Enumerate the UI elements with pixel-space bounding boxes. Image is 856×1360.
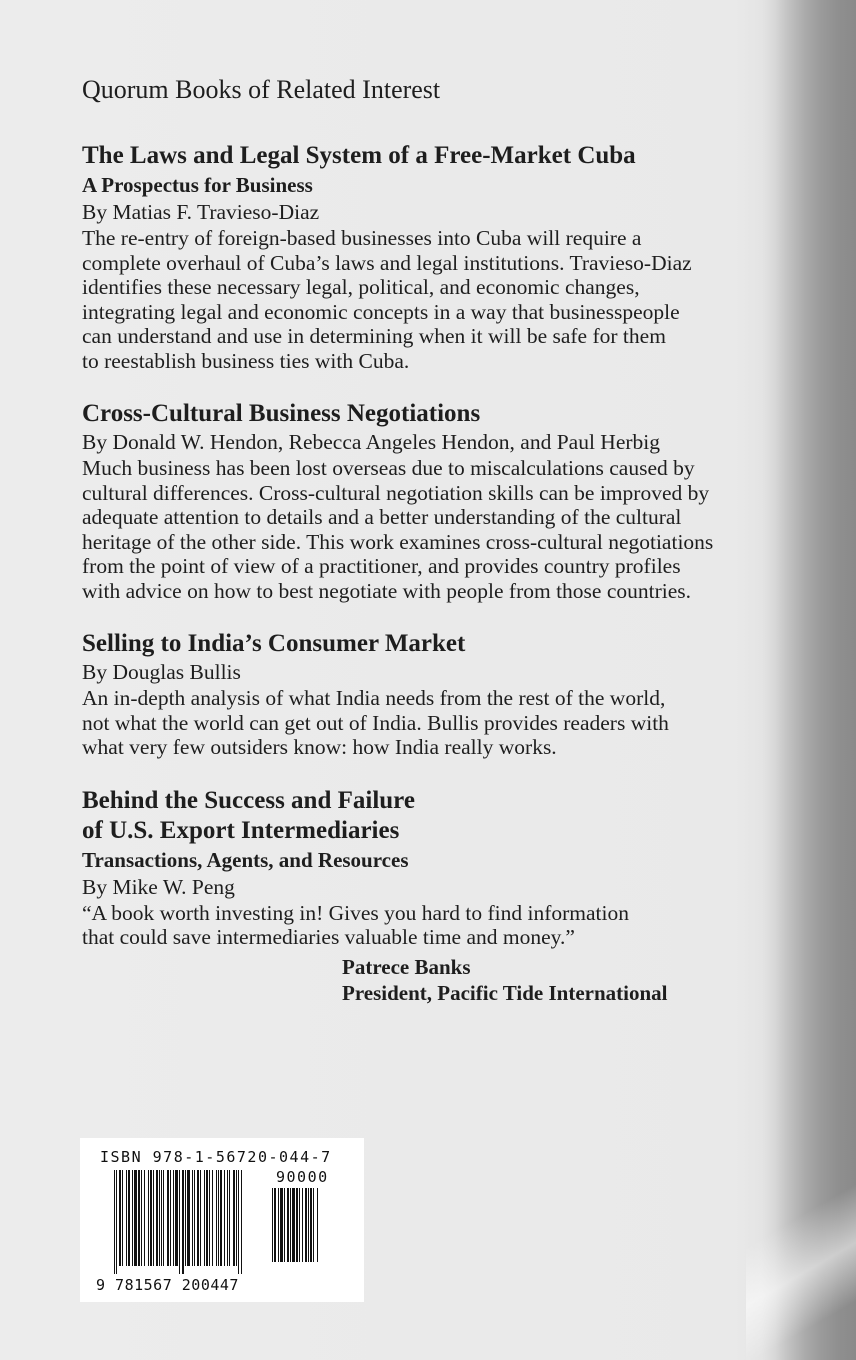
book-subtitle: Transactions, Agents, and Resources xyxy=(82,847,409,872)
book-description: Much business has been lost overseas due to miscalculations caused by cultural differences. Cross-cultural negotiation skills can be improved by adequate attention to details and a better understanding of the cultural heritage of the other side. This work examines cross-cultural negotiations from the point of view of a practitioner, and provides country profiles with advice on how to best negotiate with people from those countries. xyxy=(82,456,714,603)
book-author: By Donald W. Hendon, Rebecca Angeles Hendon, and Paul Herbig xyxy=(82,430,660,455)
spine-highlight xyxy=(746,1130,856,1360)
book-title-line-2: of U.S. Export Intermediaries xyxy=(82,816,400,844)
book-title-line-1: Behind the Success and Failure xyxy=(82,786,415,814)
isbn-barcode xyxy=(80,1138,364,1302)
ean-digits: 9 781567 200447 xyxy=(96,1276,239,1294)
book-quote: “A book worth investing in! Gives you hard to find information that could save intermediaries valuable time and money.” xyxy=(82,900,629,950)
isbn-label: ISBN 978-1-56720-044-7 xyxy=(100,1148,332,1166)
book-title: The Laws and Legal System of a Free-Market Cuba xyxy=(82,142,636,170)
book-subtitle: A Prospectus for Business xyxy=(82,173,313,198)
endorser-title: President, Pacific Tide International xyxy=(342,980,668,1005)
book-entry-negotiations xyxy=(82,399,802,603)
endorsement xyxy=(342,954,802,1006)
book-entry-cuba xyxy=(82,141,802,373)
endorser-name: Patrece Banks xyxy=(342,954,471,979)
book-author: By Mike W. Peng xyxy=(82,874,235,899)
book-list xyxy=(82,74,802,1032)
book-author: By Matias F. Travieso-Diaz xyxy=(82,200,320,225)
series-title: Quorum Books of Related Interest xyxy=(82,75,441,104)
addon-barcode-bars-icon xyxy=(272,1188,334,1270)
book-description: An in-depth analysis of what India needs from the rest of the world, not what the world can get out of India. Bullis provides readers with what very few outsiders know: how India really works. xyxy=(82,686,669,760)
price-code: 90000 xyxy=(276,1168,329,1186)
book-title: Selling to India’s Consumer Market xyxy=(82,630,466,658)
book-entry-india xyxy=(82,629,802,760)
book-description: The re-entry of foreign-based businesses into Cuba will require a complete overhaul of Cuba’s laws and legal institutions. Travieso-Diaz identifies these necessary legal, political, and economic changes, integrating legal and economic concepts in a way that businesspeople can understand and use in determining when it will be safe for them to reestablish business ties with Cuba. xyxy=(82,226,692,373)
book-title: Cross-Cultural Business Negotiations xyxy=(82,400,481,428)
book-entry-export xyxy=(82,786,802,1006)
barcode-bars-icon xyxy=(114,1170,264,1274)
book-author: By Douglas Bullis xyxy=(82,660,241,685)
